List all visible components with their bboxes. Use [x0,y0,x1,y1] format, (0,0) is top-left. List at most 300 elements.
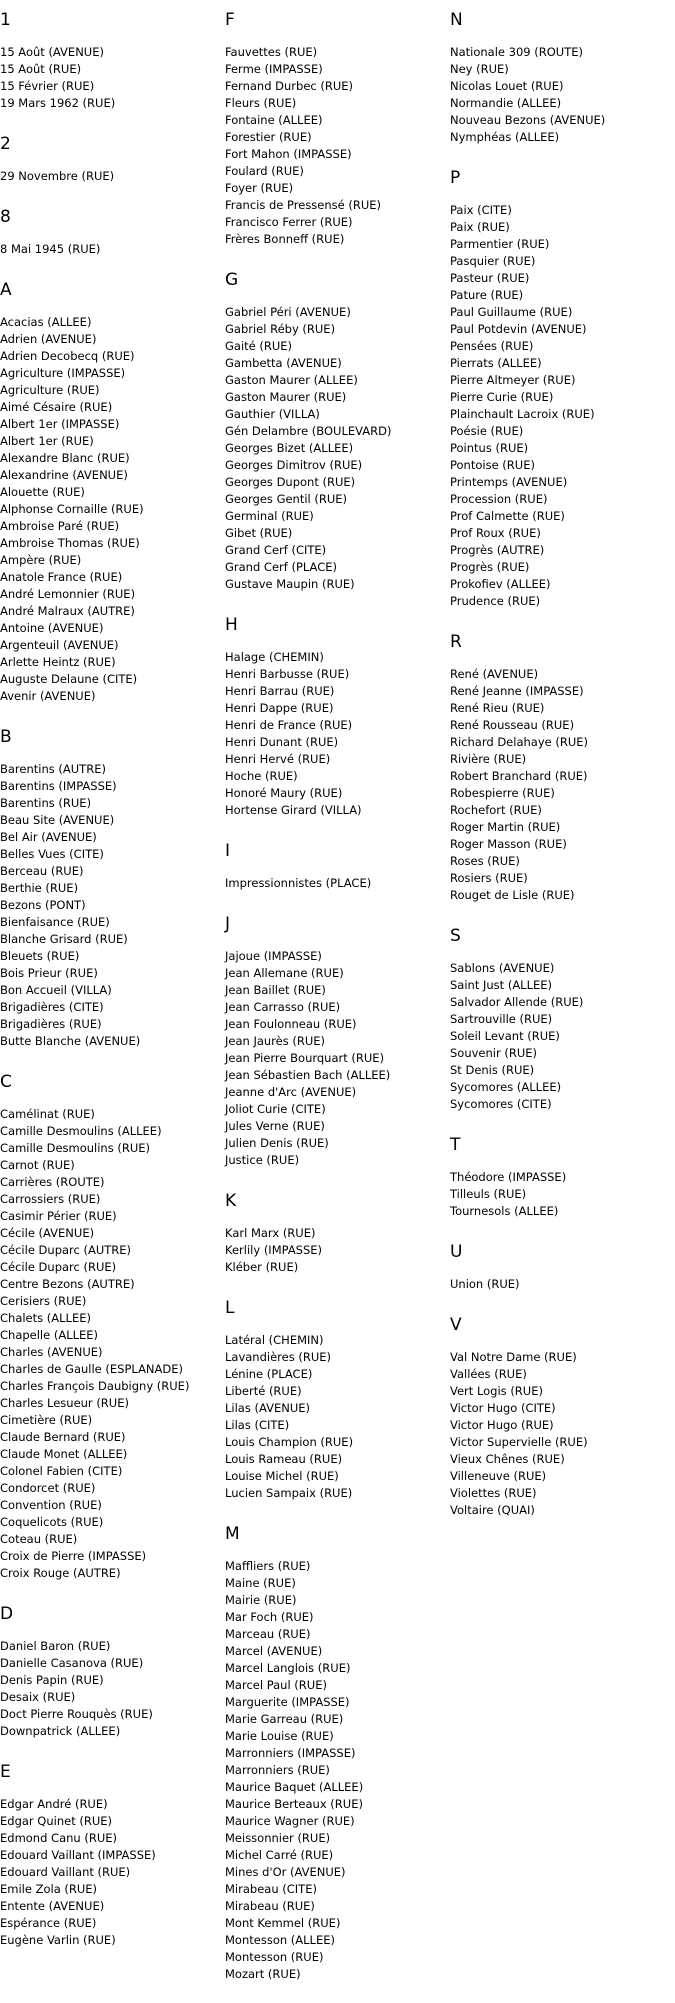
letter-group [225,1522,450,1983]
letter-group [225,613,450,819]
street-item[interactable]: Marie Louise (RUE) [225,1729,334,1743]
street-item[interactable]: Jean Foulonneau (RUE) [225,1017,357,1031]
letter-heading: 8 [0,207,11,227]
street-item[interactable]: 29 Novembre (RUE) [0,169,115,183]
street-item[interactable]: Lavandières (RUE) [225,1350,332,1364]
street-item[interactable]: Val Notre Dame (RUE) [450,1350,577,1364]
street-item[interactable]: Alexandre Blanc (RUE) [0,451,130,465]
street-item[interactable]: Procession (RUE) [450,492,548,506]
letter-heading: J [225,914,231,934]
street-item[interactable]: Pensées (RUE) [450,339,534,353]
street-item[interactable]: Sablons (AVENUE) [450,961,555,975]
street-item[interactable]: Hoche (RUE) [225,769,298,783]
letter-heading: U [450,1242,463,1262]
street-item[interactable]: Casimir Périer (RUE) [0,1209,117,1223]
street-item[interactable]: Maurice Berteaux (RUE) [225,1797,363,1811]
street-item[interactable]: Desaix (RUE) [0,1690,76,1704]
street-item[interactable]: Fauvettes (RUE) [225,45,318,59]
street-item[interactable]: Saint Just (ALLEE) [450,978,553,992]
street-item[interactable]: Gauthier (VILLA) [225,407,320,421]
letter-heading: B [0,727,12,747]
letter-heading: G [225,270,239,290]
street-item[interactable]: Entente (AVENUE) [0,1899,105,1913]
street-item[interactable]: Camille Desmoulins (ALLEE) [0,1124,162,1138]
street-item[interactable]: Blanche Grisard (RUE) [0,932,128,946]
street-item[interactable]: Meissonnier (RUE) [225,1831,331,1845]
street-item[interactable]: Fleurs (RUE) [225,96,297,110]
street-item[interactable]: Maffliers (RUE) [225,1559,311,1573]
street-item[interactable]: Francis de Pressensé (RUE) [225,198,382,212]
street-item[interactable]: Sartrouville (RUE) [450,1012,553,1026]
street-item[interactable]: Louis Champion (RUE) [225,1435,354,1449]
street-list [450,960,675,1113]
street-item[interactable]: Bienfaisance (RUE) [0,915,110,929]
street-item[interactable]: Louis Rameau (RUE) [225,1452,343,1466]
street-item[interactable]: Francisco Ferrer (RUE) [225,215,353,229]
street-item[interactable]: Bon Accueil (VILLA) [0,983,112,997]
street-item[interactable]: Edouard Vaillant (IMPASSE) [0,1848,156,1862]
street-item[interactable]: Roses (RUE) [450,854,520,868]
street-item[interactable]: Jean Sébastien Bach (ALLEE) [225,1068,391,1082]
street-item[interactable]: Normandie (ALLEE) [450,96,562,110]
street-item[interactable]: Grand Cerf (CITE) [225,543,327,557]
street-item[interactable]: René Rieu (RUE) [450,701,545,715]
street-item[interactable]: Robespierre (RUE) [450,786,555,800]
street-item[interactable]: Jean Carrasso (RUE) [225,1000,341,1014]
street-item[interactable]: Mirabeau (CITE) [225,1882,317,1896]
street-item[interactable]: Souvenir (RUE) [450,1046,538,1060]
street-item[interactable]: Edgar André (RUE) [0,1797,108,1811]
street-item[interactable]: Gabriel Péri (AVENUE) [225,305,351,319]
street-item[interactable]: Cimetière (RUE) [0,1413,93,1427]
street-item[interactable]: Marronniers (IMPASSE) [225,1746,356,1760]
street-item[interactable]: Gibet (RUE) [225,526,293,540]
street-item[interactable]: Union (RUE) [450,1277,520,1291]
street-item[interactable]: Paix (RUE) [450,220,510,234]
street-item[interactable]: Roger Masson (RUE) [450,837,567,851]
street-item[interactable]: Joliot Curie (CITE) [225,1102,326,1116]
street-item[interactable]: Carrières (ROUTE) [0,1175,105,1189]
letter-group [0,725,225,1050]
street-item[interactable]: Croix de Pierre (IMPASSE) [0,1549,147,1563]
street-item[interactable]: Paul Potdevin (AVENUE) [450,322,587,336]
street-item[interactable]: Foyer (RUE) [225,181,294,195]
street-item[interactable]: Forestier (RUE) [225,130,312,144]
street-item[interactable]: Cécile (AVENUE) [0,1226,95,1240]
street-item[interactable]: Alouette (RUE) [0,485,85,499]
street-item[interactable]: Marceau (RUE) [225,1627,311,1641]
street-item[interactable]: Victor Hugo (RUE) [450,1418,554,1432]
street-item[interactable]: Chapelle (ALLEE) [0,1328,99,1342]
street-item[interactable]: Bel Air (AVENUE) [0,830,97,844]
street-item[interactable]: Lilas (AVENUE) [225,1401,311,1415]
street-list [225,1332,450,1502]
street-item[interactable]: Tilleuls (RUE) [450,1187,527,1201]
street-list [225,44,450,248]
street-item[interactable]: Adrien Decobecq (RUE) [0,349,135,363]
street-item[interactable]: Rosiers (RUE) [450,871,528,885]
street-list [0,1106,225,1582]
street-item[interactable]: Grand Cerf (PLACE) [225,560,338,574]
street-item[interactable]: Croix Rouge (AUTRE) [0,1566,121,1580]
street-index-column-1 [0,8,225,1969]
street-item[interactable]: Cerisiers (RUE) [0,1294,87,1308]
street-item[interactable]: René (AVENUE) [450,667,539,681]
street-item[interactable]: Brigadières (CITE) [0,1000,104,1014]
street-item[interactable]: Condorcet (RUE) [0,1481,96,1495]
street-item[interactable]: 15 Février (RUE) [0,79,95,93]
street-item[interactable]: Villeneuve (RUE) [450,1469,547,1483]
street-list [225,948,450,1169]
street-item[interactable]: Rochefort (RUE) [450,803,542,817]
street-item[interactable]: Coteau (RUE) [0,1532,78,1546]
street-item[interactable]: Charles François Daubigny (RUE) [0,1379,190,1393]
street-item[interactable]: Printemps (AVENUE) [450,475,568,489]
street-item[interactable]: Victor Hugo (CITE) [450,1401,556,1415]
street-item[interactable]: Salvador Allende (RUE) [450,995,584,1009]
street-item[interactable]: Gaité (RUE) [225,339,293,353]
street-item[interactable]: 15 Août (AVENUE) [0,45,104,59]
street-item[interactable]: Fort Mahon (IMPASSE) [225,147,352,161]
street-item[interactable]: Vieux Chênes (RUE) [450,1452,565,1466]
street-item[interactable]: Pierre Curie (RUE) [450,390,554,404]
street-item[interactable]: Soleil Levant (RUE) [450,1029,560,1043]
letter-group [450,1313,675,1519]
street-item[interactable]: Anatole France (RUE) [0,570,123,584]
street-item[interactable]: Camille Desmoulins (RUE) [0,1141,151,1155]
street-item[interactable]: Marcel Paul (RUE) [225,1678,327,1692]
street-item[interactable]: Mar Foch (RUE) [225,1610,314,1624]
street-item[interactable]: Paix (CITE) [450,203,512,217]
street-item[interactable]: Denis Papin (RUE) [0,1673,104,1687]
street-item[interactable]: Fernand Durbec (RUE) [225,79,354,93]
street-item[interactable]: Claude Monet (ALLEE) [0,1447,128,1461]
street-item[interactable]: Bleuets (RUE) [0,949,80,963]
street-item[interactable]: Jeanne d'Arc (AVENUE) [225,1085,357,1099]
street-item[interactable]: Lilas (CITE) [225,1418,290,1432]
street-item[interactable]: Mairie (RUE) [225,1593,297,1607]
street-item[interactable]: Marie Garreau (RUE) [225,1712,344,1726]
letter-group [225,839,450,892]
street-item[interactable]: Jean Pierre Bourquart (RUE) [225,1051,385,1065]
street-item[interactable]: Mozart (RUE) [225,1967,301,1981]
letter-group [450,924,675,1113]
street-item[interactable]: Aimé Césaire (RUE) [0,400,113,414]
street-item[interactable]: Mines d'Or (AVENUE) [225,1865,346,1879]
street-item[interactable]: Germinal (RUE) [225,509,314,523]
street-item[interactable]: Acacias (ALLEE) [0,315,92,329]
street-item[interactable]: Doct Pierre Rouquès (RUE) [0,1707,153,1721]
street-item[interactable]: Maurice Wagner (RUE) [225,1814,355,1828]
letter-group [0,8,225,112]
street-item[interactable]: Jean Allemane (RUE) [225,966,344,980]
street-item[interactable]: Edgar Quinet (RUE) [0,1814,113,1828]
street-item[interactable]: Pierrats (ALLEE) [450,356,542,370]
street-index-column-2 [225,8,450,2003]
street-item[interactable]: Belles Vues (CITE) [0,847,104,861]
street-item[interactable]: Poésie (RUE) [450,424,524,438]
street-item[interactable]: Georges Gentil (RUE) [225,492,348,506]
street-item[interactable]: Georges Dimitrov (RUE) [225,458,363,472]
street-item[interactable]: Sycomores (ALLEE) [450,1080,562,1094]
street-item[interactable]: Charles (AVENUE) [0,1345,103,1359]
street-item[interactable]: Prof Roux (RUE) [450,526,541,540]
street-item[interactable]: André Lemonnier (RUE) [0,587,136,601]
street-item[interactable]: Gambetta (AVENUE) [225,356,342,370]
street-item[interactable]: Henri Barbusse (RUE) [225,667,350,681]
letter-heading: H [225,615,238,635]
street-item[interactable]: Bezons (PONT) [0,898,86,912]
street-item[interactable]: Ampère (RUE) [0,553,82,567]
letter-heading: N [450,10,463,30]
street-item[interactable]: Progrès (AUTRE) [450,543,545,557]
street-item[interactable]: Gaston Maurer (ALLEE) [225,373,358,387]
street-list [225,304,450,593]
street-list [0,168,225,185]
street-item[interactable]: Gaston Maurer (RUE) [225,390,347,404]
street-item[interactable]: Pontoise (RUE) [450,458,535,472]
street-item[interactable]: Roger Martin (RUE) [450,820,561,834]
street-item[interactable]: Marcel Langlois (RUE) [225,1661,351,1675]
letter-group [450,8,675,146]
street-item[interactable]: Fontaine (ALLEE) [225,113,323,127]
street-item[interactable]: Chalets (ALLEE) [0,1311,91,1325]
street-item[interactable]: Prudence (RUE) [450,594,541,608]
street-list [0,44,225,112]
street-item[interactable]: Nationale 309 (ROUTE) [450,45,583,59]
street-item[interactable]: Georges Bizet (ALLEE) [225,441,354,455]
street-item[interactable]: René Jeanne (IMPASSE) [450,684,584,698]
street-item[interactable]: Halage (CHEMIN) [225,650,324,664]
street-item[interactable]: Convention (RUE) [0,1498,102,1512]
street-item[interactable]: Ambroise Paré (RUE) [0,519,120,533]
street-item[interactable]: Nicolas Louet (RUE) [450,79,564,93]
street-list [450,666,675,904]
street-item[interactable]: Pierre Altmeyer (RUE) [450,373,576,387]
street-item[interactable]: Emile Zola (RUE) [0,1882,98,1896]
street-item[interactable]: Carnot (RUE) [0,1158,75,1172]
street-item[interactable]: Espérance (RUE) [0,1916,97,1930]
street-item[interactable]: Georges Dupont (RUE) [225,475,356,489]
street-list [225,1558,450,1983]
letter-group [0,205,225,258]
street-item[interactable]: Danielle Casanova (RUE) [0,1656,144,1670]
street-item[interactable]: Henri Hervé (RUE) [225,752,331,766]
street-item[interactable]: Robert Branchard (RUE) [450,769,588,783]
street-item[interactable]: Mirabeau (RUE) [225,1899,315,1913]
street-item[interactable]: Kléber (RUE) [225,1260,299,1274]
street-item[interactable]: Vallées (RUE) [450,1367,527,1381]
street-item[interactable]: Cécile Duparc (AUTRE) [0,1243,132,1257]
street-item[interactable]: Charles de Gaulle (ESPLANADE) [0,1362,184,1376]
street-list [0,241,225,258]
letter-heading: K [225,1191,237,1211]
letter-group [450,1240,675,1293]
street-item[interactable]: Nymphéas (ALLEE) [450,130,560,144]
street-item[interactable]: Bois Prieur (RUE) [0,966,98,980]
letter-group [225,1296,450,1502]
street-item[interactable]: Frères Bonneff (RUE) [225,232,345,246]
letter-group [0,1760,225,1949]
street-item[interactable]: Brigadières (RUE) [0,1017,102,1031]
street-item[interactable]: Albert 1er (RUE) [0,434,94,448]
street-item[interactable]: Hortense Girard (VILLA) [225,803,362,817]
street-item[interactable]: Barentins (IMPASSE) [0,779,117,793]
street-item[interactable]: Alexandrine (AVENUE) [0,468,128,482]
street-item[interactable]: Beau Site (AVENUE) [0,813,115,827]
street-item[interactable]: Henri de France (RUE) [225,718,353,732]
street-item[interactable]: Eugène Varlin (RUE) [0,1933,116,1947]
street-item[interactable]: Edouard Vaillant (RUE) [0,1865,131,1879]
letter-heading: D [0,1604,14,1624]
street-item[interactable]: Justice (RUE) [225,1153,300,1167]
letter-heading: P [450,168,461,188]
street-list [225,649,450,819]
street-item[interactable]: Jules Verne (RUE) [225,1119,325,1133]
letter-heading: 2 [0,134,11,154]
street-item[interactable]: Maine (RUE) [225,1576,296,1590]
street-item[interactable]: Charles Lesueur (RUE) [0,1396,129,1410]
street-item[interactable]: Jean Baillet (RUE) [225,983,326,997]
street-item[interactable]: Edmond Canu (RUE) [0,1831,118,1845]
street-item[interactable]: Agriculture (IMPASSE) [0,366,126,380]
street-item[interactable]: Ney (RUE) [450,62,509,76]
street-item[interactable]: Pasquier (RUE) [450,254,536,268]
letter-group [0,132,225,185]
street-list [450,1276,675,1293]
street-item[interactable]: Théodore (IMPASSE) [450,1170,567,1184]
street-item[interactable]: Gén Delambre (BOULEVARD) [225,424,392,438]
letter-group [450,1133,675,1220]
street-item[interactable]: Berceau (RUE) [0,864,84,878]
letter-heading: C [0,1072,12,1092]
street-item[interactable]: Rouget de Lisle (RUE) [450,888,575,902]
street-item[interactable]: Tournesols (ALLEE) [450,1204,559,1218]
street-item[interactable]: Voltaire (QUAI) [450,1503,535,1517]
street-item[interactable]: St Denis (RUE) [450,1063,535,1077]
street-item[interactable]: Honoré Maury (RUE) [225,786,343,800]
street-item[interactable]: Violettes (RUE) [450,1486,537,1500]
letter-group [225,8,450,248]
street-list [0,1796,225,1949]
street-item[interactable]: Barentins (RUE) [0,796,92,810]
street-item[interactable]: Ferme (IMPASSE) [225,62,323,76]
street-item[interactable]: Agriculture (RUE) [0,383,100,397]
street-item[interactable]: Foulard (RUE) [225,164,304,178]
street-item[interactable]: Auguste Delaune (CITE) [0,672,138,686]
street-item[interactable]: Henri Dunant (RUE) [225,735,339,749]
street-list [0,1638,225,1740]
street-item[interactable]: Prokofiev (ALLEE) [450,577,551,591]
street-item[interactable]: Arlette Heintz (RUE) [0,655,116,669]
street-item[interactable]: Jajoue (IMPASSE) [225,949,322,963]
letter-heading: V [450,1315,462,1335]
street-item[interactable]: 19 Mars 1962 (RUE) [0,96,116,110]
street-item[interactable]: Berthie (RUE) [0,881,79,895]
street-item[interactable]: Plainchault Lacroix (RUE) [450,407,595,421]
street-item[interactable]: Rivière (RUE) [450,752,527,766]
street-item[interactable]: Coquelicots (RUE) [0,1515,104,1529]
street-item[interactable]: Pature (RUE) [450,288,524,302]
street-item[interactable]: Gabriel Réby (RUE) [225,322,336,336]
street-item[interactable]: Impressionnistes (PLACE) [225,876,372,890]
street-list [0,761,225,1050]
street-item[interactable]: Jean Jaurès (RUE) [225,1034,326,1048]
street-item[interactable]: Barentins (AUTRE) [0,762,106,776]
letter-group [450,166,675,610]
street-item[interactable]: Victor Supervielle (RUE) [450,1435,588,1449]
street-item[interactable]: 8 Mai 1945 (RUE) [0,242,101,256]
street-item[interactable]: Carrossiers (RUE) [0,1192,101,1206]
letter-heading: I [225,841,231,861]
street-item[interactable]: Alphonse Cornaille (RUE) [0,502,144,516]
street-item[interactable]: Sycomores (CITE) [450,1097,552,1111]
street-item[interactable]: Camélinat (RUE) [0,1107,95,1121]
street-item[interactable]: Ambroise Thomas (RUE) [0,536,140,550]
street-item[interactable]: Henri Dappe (RUE) [225,701,334,715]
street-item[interactable]: René Rousseau (RUE) [450,718,575,732]
street-item[interactable]: 15 Août (RUE) [0,62,82,76]
street-list [450,1349,675,1519]
street-item[interactable]: Kerlily (IMPASSE) [225,1243,323,1257]
street-item[interactable]: Prof Calmette (RUE) [450,509,565,523]
street-item[interactable]: Avenir (AVENUE) [0,689,96,703]
street-item[interactable]: Parmentier (RUE) [450,237,550,251]
street-item[interactable]: Lénine (PLACE) [225,1367,313,1381]
street-item[interactable]: Latéral (CHEMIN) [225,1333,324,1347]
street-item[interactable]: Gustave Maupin (RUE) [225,577,355,591]
street-item[interactable]: Antoine (AVENUE) [0,621,104,635]
street-item[interactable]: Paul Guillaume (RUE) [450,305,573,319]
street-item[interactable]: Vert Logis (RUE) [450,1384,543,1398]
street-item[interactable]: Nouveau Bezons (AVENUE) [450,113,606,127]
street-item[interactable]: Lucien Sampaix (RUE) [225,1486,353,1500]
street-list [450,202,675,610]
street-item[interactable]: Daniel Baron (RUE) [0,1639,111,1653]
street-item[interactable]: Marronniers (RUE) [225,1763,330,1777]
street-item[interactable]: Butte Blanche (AVENUE) [0,1034,141,1048]
letter-heading: E [0,1762,11,1782]
street-item[interactable]: Maurice Baquet (ALLEE) [225,1780,364,1794]
street-item[interactable]: Karl Marx (RUE) [225,1226,316,1240]
street-item[interactable]: Downpatrick (ALLEE) [0,1724,121,1738]
street-item[interactable]: Michel Carré (RUE) [225,1848,334,1862]
street-item[interactable]: Henri Barrau (RUE) [225,684,335,698]
street-item[interactable]: Richard Delahaye (RUE) [450,735,589,749]
letter-heading: A [0,280,12,300]
street-item[interactable]: Montesson (ALLEE) [225,1933,335,1947]
street-item[interactable]: André Malraux (AUTRE) [0,604,135,618]
street-item[interactable]: Cécile Duparc (RUE) [0,1260,117,1274]
street-item[interactable]: Pointus (RUE) [450,441,529,455]
street-item[interactable]: Claude Bernard (RUE) [0,1430,126,1444]
street-item[interactable]: Louise Michel (RUE) [225,1469,339,1483]
street-item[interactable]: Pasteur (RUE) [450,271,530,285]
street-item[interactable]: Liberté (RUE) [225,1384,302,1398]
street-item[interactable]: Julien Denis (RUE) [225,1136,329,1150]
street-list [225,1225,450,1276]
street-item[interactable]: Colonel Fabien (CITE) [0,1464,123,1478]
street-item[interactable]: Centre Bezons (AUTRE) [0,1277,135,1291]
street-item[interactable]: Montesson (RUE) [225,1950,324,1964]
street-item[interactable]: Mont Kemmel (RUE) [225,1916,341,1930]
street-item[interactable]: Progrès (RUE) [450,560,530,574]
street-item[interactable]: Albert 1er (IMPASSE) [0,417,120,431]
street-item[interactable]: Adrien (AVENUE) [0,332,97,346]
street-item[interactable]: Marguerite (IMPASSE) [225,1695,350,1709]
street-item[interactable]: Argenteuil (AVENUE) [0,638,119,652]
street-item[interactable]: Marcel (AVENUE) [225,1644,323,1658]
